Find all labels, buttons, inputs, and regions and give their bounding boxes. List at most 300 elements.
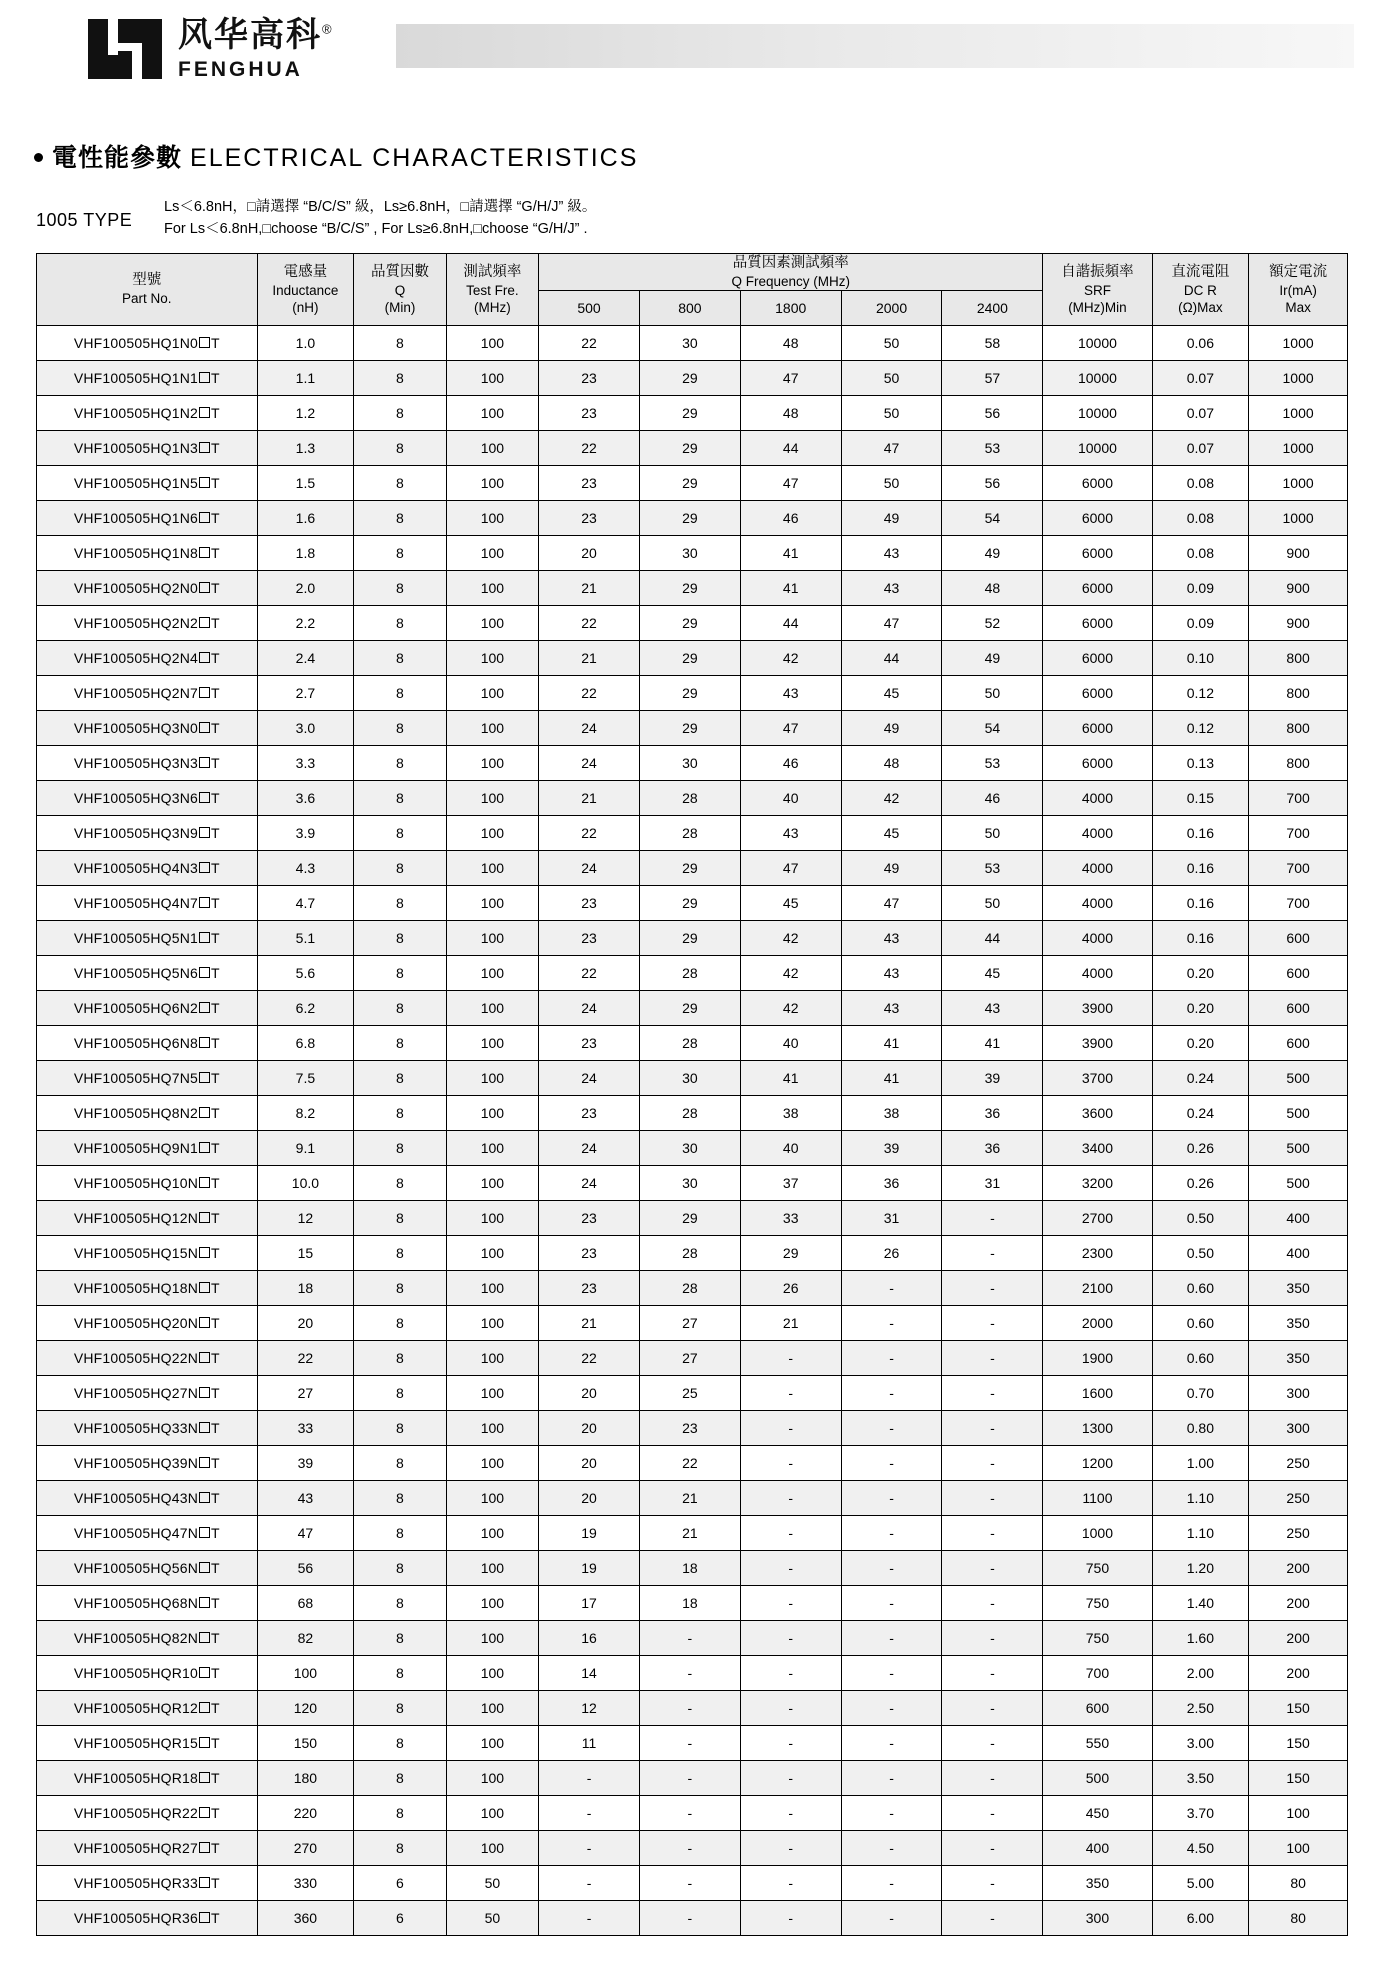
table-row <box>37 1796 1348 1831</box>
cell-part-no <box>37 1411 258 1446</box>
cell-inductance: 3.0 <box>257 711 354 746</box>
part-no-suffix: T <box>211 1245 220 1262</box>
cell-q-500: 23 <box>539 886 640 921</box>
part-no-prefix: VHF100505HQ12N <box>73 1210 199 1227</box>
cell-rated-current: 150 <box>1249 1691 1348 1726</box>
cell-q-2400: 39 <box>942 1061 1043 1096</box>
part-no-suffix: T <box>211 790 220 807</box>
cell-q-1800: 45 <box>740 886 841 921</box>
part-no-prefix: VHF100505HQ2N4 <box>73 650 199 667</box>
cell-part-no <box>37 851 258 886</box>
cell-dcr: 3.70 <box>1152 1796 1249 1831</box>
part-no-prefix: VHF100505HQR15 <box>73 1735 199 1752</box>
part-no-suffix: T <box>211 370 220 387</box>
cell-q: 8 <box>354 921 446 956</box>
cell-q-2400: 58 <box>942 326 1043 361</box>
cell-rated-current: 1000 <box>1249 431 1348 466</box>
cell-q-500: 16 <box>539 1621 640 1656</box>
cell-dcr: 1.00 <box>1152 1446 1249 1481</box>
cell-q-800: - <box>639 1761 740 1796</box>
cell-inductance: 270 <box>257 1831 354 1866</box>
part-no-suffix: T <box>211 615 220 632</box>
cell-q-2000: 45 <box>841 816 942 851</box>
cell-inductance: 8.2 <box>257 1096 354 1131</box>
cell-test-frequency: 100 <box>446 1761 538 1796</box>
cell-q: 8 <box>354 431 446 466</box>
part-no-prefix: VHF100505HQ3N3 <box>73 755 199 772</box>
cell-inductance: 4.7 <box>257 886 354 921</box>
cell-dcr: 0.08 <box>1152 466 1249 501</box>
header-inductance-unit: (nH) <box>292 300 319 316</box>
cell-inductance: 18 <box>257 1271 354 1306</box>
table-row <box>37 1481 1348 1516</box>
cell-q-1800: 40 <box>740 1026 841 1061</box>
table-row <box>37 326 1348 361</box>
cell-srf: 2000 <box>1043 1306 1152 1341</box>
cell-q-500: 14 <box>539 1656 640 1691</box>
cell-q-500: 20 <box>539 1411 640 1446</box>
cell-q: 8 <box>354 1656 446 1691</box>
brand-text <box>178 18 334 80</box>
cell-q-800: 30 <box>639 1131 740 1166</box>
cell-q: 6 <box>354 1901 446 1936</box>
cell-srf: 400 <box>1043 1831 1152 1866</box>
cell-inductance: 10.0 <box>257 1166 354 1201</box>
cell-test-frequency: 100 <box>446 1586 538 1621</box>
cell-q-800: 18 <box>639 1586 740 1621</box>
table-row <box>37 466 1348 501</box>
cell-test-frequency: 100 <box>446 536 538 571</box>
part-no-prefix: VHF100505HQ3N9 <box>73 825 199 842</box>
cell-q-1800: - <box>740 1481 841 1516</box>
tolerance-code-box-icon <box>199 1597 210 1608</box>
cell-q-1800: 38 <box>740 1096 841 1131</box>
cell-inductance: 3.3 <box>257 746 354 781</box>
cell-srf: 3700 <box>1043 1061 1152 1096</box>
cell-inductance: 27 <box>257 1376 354 1411</box>
cell-q-2400: - <box>942 1901 1043 1936</box>
cell-inductance: 150 <box>257 1726 354 1761</box>
cell-q: 8 <box>354 1761 446 1796</box>
cell-q-800: 30 <box>639 326 740 361</box>
cell-q-2000: 39 <box>841 1131 942 1166</box>
cell-q-2400: - <box>942 1271 1043 1306</box>
table-row <box>37 1761 1348 1796</box>
header-rated-current-unit: Max <box>1285 300 1311 316</box>
cell-srf: 750 <box>1043 1586 1152 1621</box>
cell-test-frequency: 50 <box>446 1901 538 1936</box>
header-test-frequency <box>446 253 538 325</box>
cell-q-2000: - <box>841 1446 942 1481</box>
cell-q-800: 29 <box>639 921 740 956</box>
cell-q-500: 24 <box>539 711 640 746</box>
cell-q-500: 23 <box>539 1096 640 1131</box>
tolerance-code-box-icon <box>199 1247 210 1258</box>
cell-inductance: 180 <box>257 1761 354 1796</box>
part-no-suffix: T <box>211 825 220 842</box>
table-row <box>37 1201 1348 1236</box>
table-row <box>37 1446 1348 1481</box>
cell-srf: 4000 <box>1043 921 1152 956</box>
cell-part-no <box>37 1586 258 1621</box>
cell-q-500: - <box>539 1901 640 1936</box>
cell-q-500: 22 <box>539 676 640 711</box>
cell-q-800: 29 <box>639 676 740 711</box>
cell-q-1800: 47 <box>740 466 841 501</box>
cell-q-1800: 41 <box>740 536 841 571</box>
bullet-icon <box>34 153 43 162</box>
cell-q-2400: - <box>942 1656 1043 1691</box>
cell-q-800: 29 <box>639 361 740 396</box>
part-no-suffix: T <box>211 405 220 422</box>
part-no-suffix: T <box>211 755 220 772</box>
cell-srf: 3600 <box>1043 1096 1152 1131</box>
cell-part-no <box>37 1481 258 1516</box>
cell-q-500: 23 <box>539 1026 640 1061</box>
table-row <box>37 781 1348 816</box>
part-no-suffix: T <box>211 335 220 352</box>
cell-q-800: - <box>639 1831 740 1866</box>
cell-q-2000: - <box>841 1481 942 1516</box>
header-rated-current-en: Ir(mA) <box>1279 282 1317 298</box>
cell-q-800: 28 <box>639 1096 740 1131</box>
tolerance-code-box-icon <box>199 1107 210 1118</box>
cell-q: 8 <box>354 1516 446 1551</box>
cell-q-1800: 42 <box>740 641 841 676</box>
tolerance-code-box-icon <box>199 372 210 383</box>
table-row <box>37 431 1348 466</box>
cell-q: 8 <box>354 851 446 886</box>
part-no-prefix: VHF100505HQ4N7 <box>73 895 199 912</box>
cell-q-800: 29 <box>639 431 740 466</box>
cell-q-1800: 46 <box>740 501 841 536</box>
cell-q: 8 <box>354 1726 446 1761</box>
cell-dcr: 0.20 <box>1152 991 1249 1026</box>
tolerance-code-box-icon <box>199 1877 210 1888</box>
cell-q-2000: - <box>841 1901 942 1936</box>
cell-test-frequency: 100 <box>446 466 538 501</box>
cell-inductance: 7.5 <box>257 1061 354 1096</box>
cell-rated-current: 700 <box>1249 886 1348 921</box>
page-title <box>34 138 1382 174</box>
part-no-prefix: VHF100505HQ5N1 <box>73 930 199 947</box>
cell-q-1800: - <box>740 1621 841 1656</box>
cell-part-no <box>37 1691 258 1726</box>
cell-q: 8 <box>354 536 446 571</box>
cell-q-2400: - <box>942 1726 1043 1761</box>
tolerance-code-box-icon <box>199 337 210 348</box>
cell-test-frequency: 100 <box>446 431 538 466</box>
tolerance-code-box-icon <box>199 407 210 418</box>
cell-q-1800: 37 <box>740 1166 841 1201</box>
cell-rated-current: 200 <box>1249 1656 1348 1691</box>
tolerance-code-box-icon <box>199 512 210 523</box>
cell-part-no <box>37 571 258 606</box>
part-no-suffix: T <box>211 1140 220 1157</box>
tolerance-code-box-icon <box>199 897 210 908</box>
header-dcr-unit: (Ω)Max <box>1178 300 1223 316</box>
cell-q-1800: - <box>740 1691 841 1726</box>
cell-dcr: 4.50 <box>1152 1831 1249 1866</box>
cell-q-2000: 48 <box>841 746 942 781</box>
cell-inductance: 360 <box>257 1901 354 1936</box>
cell-part-no <box>37 361 258 396</box>
cell-q-1800: 47 <box>740 361 841 396</box>
cell-part-no <box>37 1236 258 1271</box>
part-no-prefix: VHF100505HQR10 <box>73 1665 199 1682</box>
tolerance-code-box-icon <box>199 617 210 628</box>
part-no-prefix: VHF100505HQ1N0 <box>73 335 199 352</box>
cell-q: 8 <box>354 1796 446 1831</box>
tolerance-code-box-icon <box>199 1562 210 1573</box>
cell-q-500: 24 <box>539 991 640 1026</box>
table-row <box>37 1901 1348 1936</box>
header-q-frequency-group <box>539 253 1043 290</box>
cell-dcr: 0.50 <box>1152 1236 1249 1271</box>
table-row <box>37 1271 1348 1306</box>
cell-test-frequency: 100 <box>446 1201 538 1236</box>
cell-dcr: 0.07 <box>1152 431 1249 466</box>
cell-dcr: 1.20 <box>1152 1551 1249 1586</box>
cell-q-800: 28 <box>639 1236 740 1271</box>
cell-dcr: 0.08 <box>1152 501 1249 536</box>
cell-part-no <box>37 1096 258 1131</box>
cell-q-800: - <box>639 1866 740 1901</box>
cell-q-1800: 44 <box>740 431 841 466</box>
cell-rated-current: 1000 <box>1249 396 1348 431</box>
table-row <box>37 571 1348 606</box>
tolerance-code-box-icon <box>199 1002 210 1013</box>
part-no-prefix: VHF100505HQ1N1 <box>73 370 199 387</box>
cell-q-1800: 41 <box>740 571 841 606</box>
cell-rated-current: 250 <box>1249 1481 1348 1516</box>
cell-srf: 4000 <box>1043 816 1152 851</box>
cell-test-frequency: 100 <box>446 1411 538 1446</box>
cell-srf: 3400 <box>1043 1131 1152 1166</box>
part-no-prefix: VHF100505HQ9N1 <box>73 1140 199 1157</box>
tolerance-code-box-icon <box>199 1072 210 1083</box>
cell-q-1800: - <box>740 1586 841 1621</box>
table-row <box>37 711 1348 746</box>
cell-q-2400: - <box>942 1586 1043 1621</box>
cell-rated-current: 250 <box>1249 1516 1348 1551</box>
cell-q-500: 17 <box>539 1586 640 1621</box>
cell-q-1800: 40 <box>740 1131 841 1166</box>
cell-q-800: 29 <box>639 886 740 921</box>
cell-test-frequency: 100 <box>446 921 538 956</box>
cell-q-2400: 49 <box>942 536 1043 571</box>
table-row <box>37 1026 1348 1061</box>
cell-q-800: 28 <box>639 956 740 991</box>
cell-q-2400: - <box>942 1621 1043 1656</box>
cell-dcr: 0.09 <box>1152 571 1249 606</box>
cell-q-500: 21 <box>539 571 640 606</box>
cell-q-2000: - <box>841 1726 942 1761</box>
cell-test-frequency: 100 <box>446 1446 538 1481</box>
tolerance-code-box-icon <box>199 477 210 488</box>
cell-q-2000: 49 <box>841 711 942 746</box>
cell-test-frequency: 100 <box>446 956 538 991</box>
cell-q-800: 29 <box>639 466 740 501</box>
part-no-suffix: T <box>211 1105 220 1122</box>
cell-dcr: 0.07 <box>1152 361 1249 396</box>
header-q <box>354 253 446 325</box>
cell-rated-current: 800 <box>1249 641 1348 676</box>
cell-test-frequency: 100 <box>446 1481 538 1516</box>
cell-srf: 750 <box>1043 1621 1152 1656</box>
cell-q-2400: 48 <box>942 571 1043 606</box>
cell-dcr: 1.10 <box>1152 1481 1249 1516</box>
part-no-prefix: VHF100505HQR33 <box>73 1875 199 1892</box>
brand-name-en: FENGHUA <box>178 58 303 81</box>
cell-test-frequency: 100 <box>446 1516 538 1551</box>
cell-q-2400: - <box>942 1516 1043 1551</box>
cell-q-1800: 21 <box>740 1306 841 1341</box>
cell-test-frequency: 100 <box>446 851 538 886</box>
cell-test-frequency: 100 <box>446 1831 538 1866</box>
cell-q: 8 <box>354 466 446 501</box>
cell-inductance: 1.5 <box>257 466 354 501</box>
cell-q-1800: - <box>740 1341 841 1376</box>
cell-inductance: 56 <box>257 1551 354 1586</box>
cell-q-800: 28 <box>639 816 740 851</box>
cell-q-800: 29 <box>639 711 740 746</box>
tolerance-code-box-icon <box>199 757 210 768</box>
cell-q-2000: - <box>841 1376 942 1411</box>
part-no-suffix: T <box>211 1805 220 1822</box>
part-no-suffix: T <box>211 930 220 947</box>
part-no-prefix: VHF100505HQ6N2 <box>73 1000 199 1017</box>
cell-test-frequency: 100 <box>446 991 538 1026</box>
part-no-suffix: T <box>211 1210 220 1227</box>
cell-part-no <box>37 1166 258 1201</box>
tolerance-code-box-icon <box>199 582 210 593</box>
cell-part-no <box>37 1796 258 1831</box>
tolerance-code-box-icon <box>199 792 210 803</box>
cell-rated-current: 1000 <box>1249 501 1348 536</box>
header-gradient-bar <box>396 24 1354 68</box>
part-no-suffix: T <box>211 510 220 527</box>
cell-rated-current: 80 <box>1249 1866 1348 1901</box>
cell-q-800: - <box>639 1656 740 1691</box>
cell-inductance: 1.8 <box>257 536 354 571</box>
cell-dcr: 0.15 <box>1152 781 1249 816</box>
part-no-suffix: T <box>211 1735 220 1752</box>
cell-rated-current: 150 <box>1249 1761 1348 1796</box>
cell-srf: 550 <box>1043 1726 1152 1761</box>
cell-srf: 1600 <box>1043 1376 1152 1411</box>
cell-q-800: - <box>639 1901 740 1936</box>
cell-q: 8 <box>354 361 446 396</box>
cell-q: 8 <box>354 501 446 536</box>
cell-srf: 6000 <box>1043 501 1152 536</box>
type-note-block <box>36 196 1382 241</box>
cell-q-1800: - <box>740 1551 841 1586</box>
cell-q-800: 27 <box>639 1341 740 1376</box>
cell-srf: 4000 <box>1043 956 1152 991</box>
part-no-suffix: T <box>211 1175 220 1192</box>
cell-q: 8 <box>354 1026 446 1061</box>
cell-q: 8 <box>354 1236 446 1271</box>
cell-rated-current: 200 <box>1249 1551 1348 1586</box>
cell-q-2400: - <box>942 1691 1043 1726</box>
cell-q-1800: 44 <box>740 606 841 641</box>
part-no-prefix: VHF100505HQ18N <box>73 1280 199 1297</box>
table-row <box>37 1061 1348 1096</box>
cell-part-no <box>37 1866 258 1901</box>
cell-rated-current: 350 <box>1249 1341 1348 1376</box>
cell-q-800: 25 <box>639 1376 740 1411</box>
cell-srf: 4000 <box>1043 781 1152 816</box>
part-no-suffix: T <box>211 1630 220 1647</box>
part-no-prefix: VHF100505HQ33N <box>73 1420 199 1437</box>
cell-srf: 1200 <box>1043 1446 1152 1481</box>
cell-q-500: 21 <box>539 1306 640 1341</box>
cell-q-2000: - <box>841 1621 942 1656</box>
cell-srf: 6000 <box>1043 711 1152 746</box>
cell-q: 8 <box>354 396 446 431</box>
type-label: 1005 TYPE <box>36 210 133 230</box>
header-qfreq-1800: 1800 <box>740 291 841 326</box>
part-no-prefix: VHF100505HQ2N7 <box>73 685 199 702</box>
cell-q-2000: 47 <box>841 606 942 641</box>
part-no-suffix: T <box>211 965 220 982</box>
cell-inductance: 43 <box>257 1481 354 1516</box>
cell-q-2000: 41 <box>841 1061 942 1096</box>
cell-srf: 2100 <box>1043 1271 1152 1306</box>
cell-q-2400: 53 <box>942 746 1043 781</box>
cell-dcr: 0.16 <box>1152 851 1249 886</box>
cell-dcr: 0.60 <box>1152 1271 1249 1306</box>
cell-rated-current: 350 <box>1249 1271 1348 1306</box>
cell-rated-current: 300 <box>1249 1411 1348 1446</box>
cell-test-frequency: 100 <box>446 1026 538 1061</box>
cell-srf: 500 <box>1043 1761 1152 1796</box>
header-qfreq-500: 500 <box>539 291 640 326</box>
cell-srf: 6000 <box>1043 466 1152 501</box>
header-test-frequency-en: Test Fre. <box>466 282 519 298</box>
cell-q-2000: - <box>841 1796 942 1831</box>
cell-q-1800: 48 <box>740 326 841 361</box>
table-row <box>37 676 1348 711</box>
table-row <box>37 1551 1348 1586</box>
cell-q-800: 29 <box>639 851 740 886</box>
cell-q-500: 20 <box>539 1446 640 1481</box>
cell-part-no <box>37 466 258 501</box>
cell-rated-current: 800 <box>1249 711 1348 746</box>
tolerance-code-box-icon <box>199 722 210 733</box>
cell-q-2400: 50 <box>942 816 1043 851</box>
cell-q-1800: 41 <box>740 1061 841 1096</box>
part-no-suffix: T <box>211 1525 220 1542</box>
cell-q: 8 <box>354 1061 446 1096</box>
part-no-suffix: T <box>211 1910 220 1927</box>
cell-test-frequency: 100 <box>446 641 538 676</box>
header-q-en: Q <box>394 282 406 298</box>
cell-q-500: 23 <box>539 1271 640 1306</box>
cell-q-2400: - <box>942 1481 1043 1516</box>
table-row <box>37 1411 1348 1446</box>
cell-q-500: 23 <box>539 501 640 536</box>
cell-inductance: 15 <box>257 1236 354 1271</box>
cell-rated-current: 1000 <box>1249 466 1348 501</box>
cell-inductance: 9.1 <box>257 1131 354 1166</box>
cell-q-2000: 49 <box>841 501 942 536</box>
cell-dcr: 1.40 <box>1152 1586 1249 1621</box>
cell-test-frequency: 100 <box>446 501 538 536</box>
table-header <box>37 253 1348 325</box>
cell-srf: 10000 <box>1043 361 1152 396</box>
